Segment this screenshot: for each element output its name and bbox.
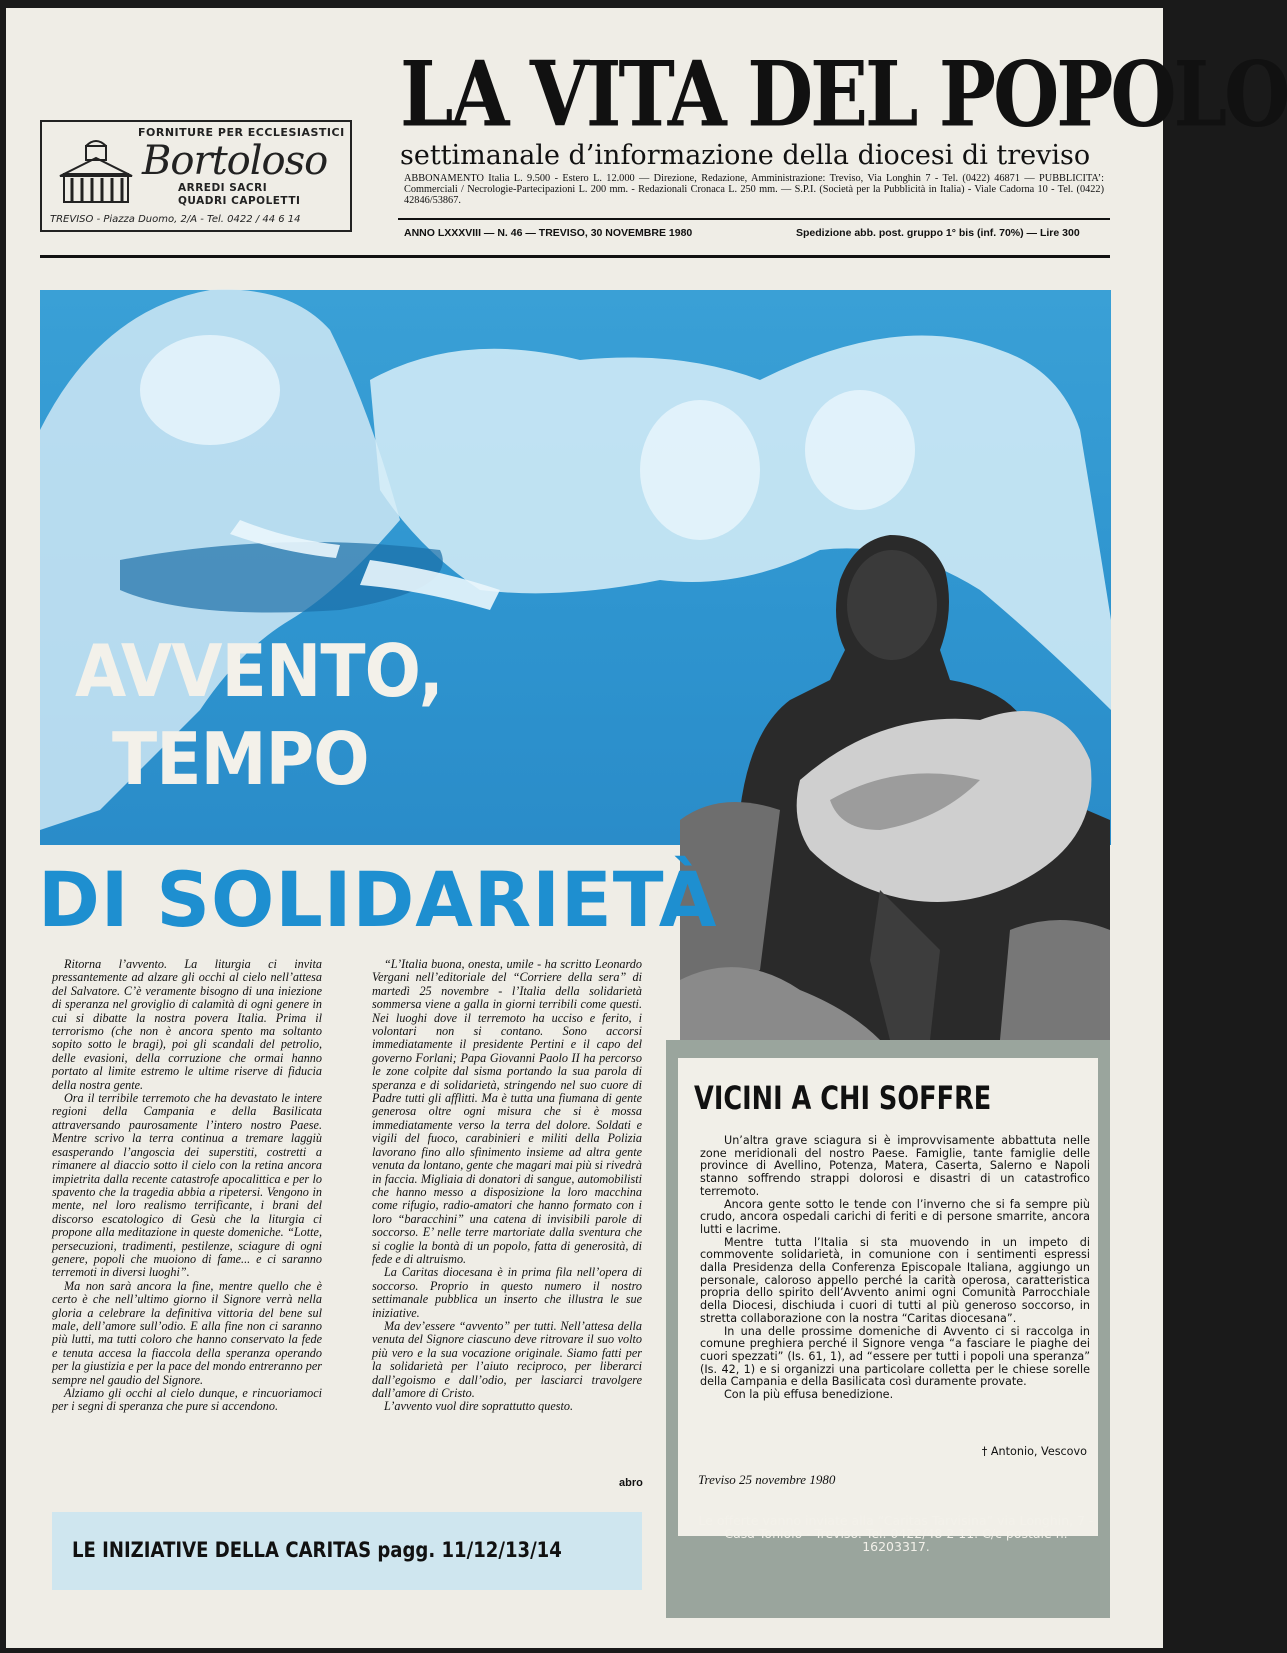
article-paragraph: Ma dev’essere “avvento” per tutti. Nell’attesa della venuta del Signore ciascuno deve ritrovare il suo volto più vero e la sua vocazione originale. Siamo fatti per la solidarietà per l’aiuto reciproco, per liberarci dall’egoismo e dall’odio, per lasciarci travolgere dall’amore di Cristo.: [372, 1318, 642, 1400]
ad-address: TREVISO - Piazza Duomo, 2/A - Tel. 0422 / 44 6 14: [50, 214, 301, 225]
advertisement-box: [40, 120, 352, 232]
article-paragraph: Ritorna l’avvento. La liturgia ci invita pressantemente ad alzare gli occhi al cielo nell’attesa del Salvatore. C’è veramente bisogno di una iniezione di speranza nel groviglio di calamità di ogni genere in cui si dibatte la nostra povera Italia. Prima il terrorismo (che non è ancora spento ma soltanto sopito sotto le bragi), poi gli scandali del petrolio, delle evasioni, della corruzione che ormai hanno portato al limite estremo le ultime riserve di fiducia della nostra gente.: [52, 957, 322, 1092]
headline-line-3: DI SOLIDARIETÀ: [38, 855, 718, 944]
article-paragraph: Ora il terribile terremoto che ha devastato le intere regioni della Campania e della Basilicata attraversando paurosamente l’intero nostro Paese. Mentre scrivo la terra continua a tremare laggiù esasperando l’angoscia dei superstiti, costretti a rimanere al diaccio sotto il cielo con la retina ancora impietrita dalla recente catastrofe apocalittica e per lo spavento che la tragedia abbia a ripetersi. Vengono in mente, nel loro realismo terrificante, i brani del discorso escatologico di Gesù che la liturgia ci propone alla meditazione in queste domeniche. “Lotte, persecuzioni, tradimenti, pestilenze, sciagure di ogni genere, popoli che muoiono di fame... e ci saranno terremoti in diversi luoghi”.: [52, 1091, 322, 1280]
article-column-1: [52, 958, 322, 1414]
appeal-paragraph: Ancora gente sotto le tende con l’inverno che si fa sempre più crudo, ancora ospedali carichi di feriti e di persone smarrite, ancora lutti e lacrime.: [700, 1197, 1090, 1236]
postal-line: Spedizione abb. post. gruppo 1° bis (inf. 70%) — Lire 300: [796, 227, 1080, 239]
newspaper-title: LA VITA DEL POPOLO: [400, 41, 1287, 147]
appeal-signature: † Antonio, Vescovo: [981, 1445, 1087, 1458]
appeal-text: [700, 1135, 1090, 1402]
article-paragraph: “L’Italia buona, onesta, umile - ha scritto Leonardo Vergani nell’editoriale del “Corriere della sera” di martedì 25 novembre - l’Italia della solidarietà sommersa viene a galla in giorni terribili come questi. Nei luoghi dove il terremoto ha ucciso e ferito, i volontari non si contano. Sono accorsi immediatamente il presidente Pertini e il capo del governo Forlani; Papa Giovanni Paolo II ha percorso le zone colpite dal sisma portando la sua parola di speranza e di solidarietà, stringendo nel suo cuore di Padre tutti gli afflitti. Ma è tutta una fiumana di gente generosa oltre ogni misura che si è mossa immediatamente verso la terra del dolore. Soldati e vigili del fuoco, carabinieri e militi della Polizia lavorano fino allo sfinimento insieme ad altra gente venuta da lontano, gente che magari mai più si rivedrà in faccia. Migliaia di donatori di sangue, automobilisti che hanno messo a disposizione la loro macchina come rifugio, radio-amatori che hanno formato con i loro “baracchini” una catena di invisibili parole di soccorso. E’ nelle terre martoriate dalla sventura che si coglie la bontà di un popolo, fatta di generosità, di fede e di altruismo.: [372, 957, 642, 1266]
headline-line-2: TEMPO: [112, 717, 369, 801]
donation-info: Le offerte vanno inviate alla “Caritas Tarvisina” via Longhin, 7 - Casa Toniolo - Treviso. Tel. 0422/48 2 11. C/c postale n. 16203317.: [698, 1513, 1094, 1555]
article-column-2: [372, 958, 642, 1414]
article-author: abro: [619, 1477, 643, 1489]
subscription-info: ABBONAMENTO Italia L. 9.500 - Estero L. 12.000 — Direzione, Redazione, Amministrazione: Treviso, Via Longhin 7 - Tel. (0422) 46871 — PUBBLICITA’: Commerciali / Necrologie-Partecipazioni L. 200 mm. - Redazionali Cronaca L. 250 mm. — S.P.I. (Società per la Pubblicità in Italia) - Viale Cadorna 10 - Tel. (0422) 42846/53867.: [404, 173, 1104, 206]
ad-line: QUADRI CAPOLETTI: [178, 195, 301, 207]
article-paragraph: Alziamo gli occhi al cielo dunque, e rincuoriamoci per i segni di speranza che pure si accendono.: [52, 1386, 322, 1414]
ad-logo: Bortoloso: [142, 138, 328, 184]
church-icon: [56, 140, 136, 206]
newspaper-subtitle: settimanale d’informazione della diocesi di treviso: [400, 140, 1091, 171]
appeal-paragraph: Un’altra grave sciagura si è improvvisamente abbattuta nelle zone meridionali del nostro Paese. Famiglie, tante famiglie delle province di Avellino, Potenza, Matera, Caserta, Salerno e Napoli stanno soffrendo strappi dolorosi e disastri di un catastrofico terremoto.: [700, 1134, 1090, 1198]
appeal-paragraph: In una delle prossime domeniche di Avvento ci si raccolga in comune preghiera perché il Signore venga “a fasciare le piaghe dei cuori spezzati” (Is. 61, 1), ad “essere per tutti i popoli una speranza” (Is. 42, 1) e si organizzi una particolare colletta per le chiese sorelle della Campania e della Basilicata così duramente provate.: [700, 1324, 1090, 1389]
article-paragraph: La Caritas diocesana è in prima fila nell’opera di soccorso. Proprio in questo numero il nostro settimanale pubblica un inserto che illustra le sue iniziative.: [372, 1265, 642, 1320]
article-paragraph: Ma non sarà ancora la fine, mentre quello che è certo è che nell’ultimo giorno il Signore verrà nella gloria a celebrare la definitiva vittoria del bene sul male, dell’amore sull’odio. E alla fine non ci saranno più lutti, ma tutti coloro che hanno conservato la fede e tenuta accesa la fiaccola della speranza operando per la giustizia e per la pace del mondo entreranno per sempre nel gaudio del Signore.: [52, 1278, 322, 1387]
article-paragraph: L’avvento vuol dire soprattutto questo.: [384, 1399, 573, 1414]
headline-line-1: AVVENTO,: [75, 629, 443, 713]
ad-heading: FORNITURE PER ECCLESIASTICI: [138, 126, 345, 139]
appeal-date: Treviso 25 novembre 1980: [698, 1472, 836, 1487]
appeal-paragraph: Mentre tutta l’Italia si sta muovendo in un impeto di commovente solidarietà, in comunione con i sentimenti espressi dalla Presidenza della Conferenza Episcopale Italiana, aggiungo un personale, caloroso appello perché la carità operosa, caratteristica propria dello spirito dell’Avvento animi ogni Comunità Parrocchiale della Diocesi, dischiuda i cuori di tutti al più generoso soccorso, in stretta collaborazione con la nostra “Caritas diocesana”.: [700, 1235, 1090, 1325]
rescuer-photo: [680, 530, 1110, 1040]
appeal-title: VICINI A CHI SOFFRE: [694, 1079, 992, 1117]
issue-line: ANNO LXXXVIII — N. 46 — TREVISO, 30 NOVEMBRE 1980: [404, 227, 693, 239]
ad-line: ARREDI SACRI: [178, 182, 268, 194]
rescuer-illustration: [680, 530, 1110, 1040]
divider: [40, 255, 1110, 258]
divider: [398, 218, 1110, 220]
caritas-banner-text: LE INIZIATIVE DELLA CARITAS pagg. 11/12/13/14: [72, 1538, 562, 1562]
appeal-paragraph: Con la più effusa benedizione.: [724, 1388, 894, 1402]
